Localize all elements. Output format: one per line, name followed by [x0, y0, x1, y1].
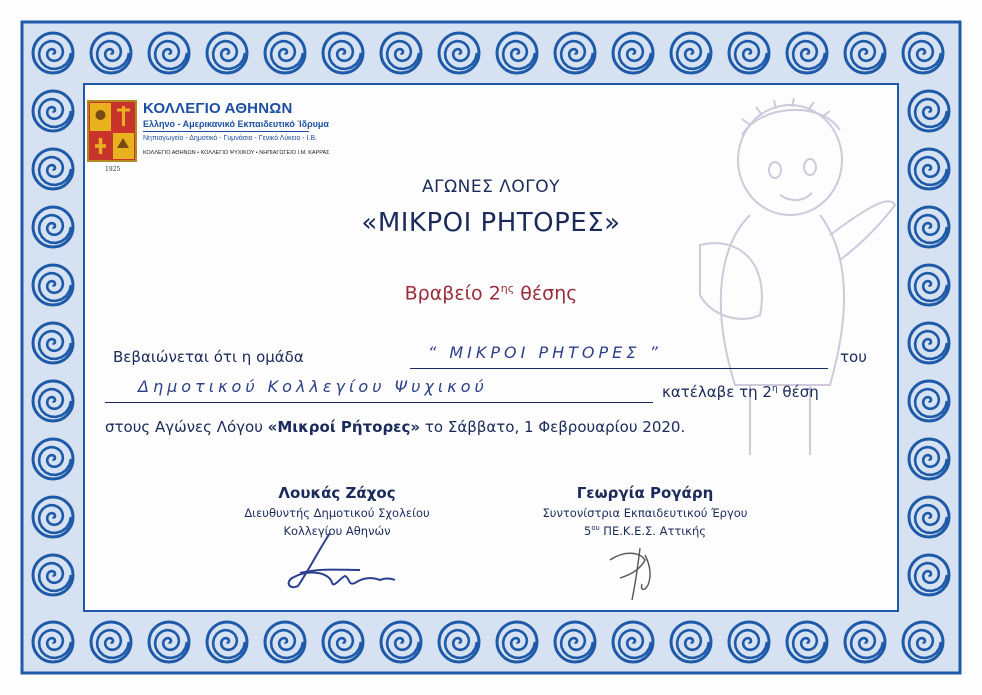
certify-text-3 [662, 383, 819, 401]
award-suffix: θέσης [514, 282, 578, 305]
logo-schools: Νηπιαγωγείο - Δημοτικό - Γυμνάσιο - Γενικό Λύκειο - Ι.Β. [143, 135, 317, 142]
founding-year: 1925 [105, 166, 121, 173]
award-prefix: Βραβείο 2 [404, 282, 501, 305]
orator-illustration [680, 85, 900, 465]
signatory-1-name: Λουκάς Ζάχος [278, 484, 396, 502]
award-sup: ης [500, 282, 515, 295]
event-title: ΑΓΩΝΕΣ ΛΟΓΟΥ [422, 177, 560, 197]
line3-bold: «Μικροί Ρήτορες» [267, 418, 421, 436]
place-sup: η [771, 384, 778, 394]
role2-sup: ου [591, 524, 600, 533]
crest-icon [87, 100, 137, 164]
signature-2-icon [600, 540, 670, 605]
role2-suffix: ΠΕ.Κ.Ε.Σ. Αττικής [599, 524, 706, 538]
signatory-2-role-2 [510, 524, 780, 538]
competition-title: «ΜΙΚΡΟΙ ΡΗΤΟΡΕΣ» [361, 208, 621, 238]
certify-text-1: Βεβαιώνεται ότι η ομάδα [113, 348, 304, 366]
signature-1-icon [270, 528, 400, 598]
signatory-1-role-1: Διευθυντής Δημοτικού Σχολείου [244, 506, 430, 520]
logo-divider [143, 131, 309, 132]
signatory-1-role-2: Κολλεγίου Αθηνών [283, 524, 391, 538]
place-suffix: θέση [777, 383, 819, 401]
team-name-handwritten: “ ΜΙΚΡΟΙ ΡΗΤΟΡΕΣ ” [428, 343, 662, 362]
line3-suffix: το Σάββατο, 1 Φεβρουαρίου 2020. [420, 418, 686, 436]
school-name-handwritten: Δημοτικού Κολλεγίου Ψυχικού [138, 377, 488, 396]
certify-text-2: του [840, 348, 867, 366]
logo-campuses: ΚΟΛΛΕΓΙΟ ΑΘΗΝΩΝ • ΚΟΛΛΕΓΙΟ ΨΥΧΙΚΟΥ • ΝΗΠΙΑΓΩΓΕΙΟ Ι.Μ. ΚΑΡΡΑΣ [143, 150, 330, 156]
college-logo [87, 100, 330, 178]
logo-subtitle: Ελληνο - Αμερικανικό Εκπαιδευτικό Ίδρυμα [143, 119, 329, 129]
school-underline [105, 402, 653, 403]
signatory-2-name: Γεωργία Ρογάρη [576, 484, 714, 502]
role2-number: 5 [583, 524, 592, 538]
signatory-2-role-1: Συντονίστρια Εκπαιδευτικού Έργου [542, 506, 748, 520]
certify-text-4 [105, 418, 685, 436]
team-underline [410, 368, 828, 369]
award-title [0, 282, 982, 304]
place-prefix: κατέλαβε τη 2 [662, 383, 772, 401]
line3-prefix: στους Αγώνες Λόγου [105, 418, 268, 436]
logo-title: ΚΟΛΛΕΓΙΟ ΑΘΗΝΩΝ [143, 100, 293, 117]
